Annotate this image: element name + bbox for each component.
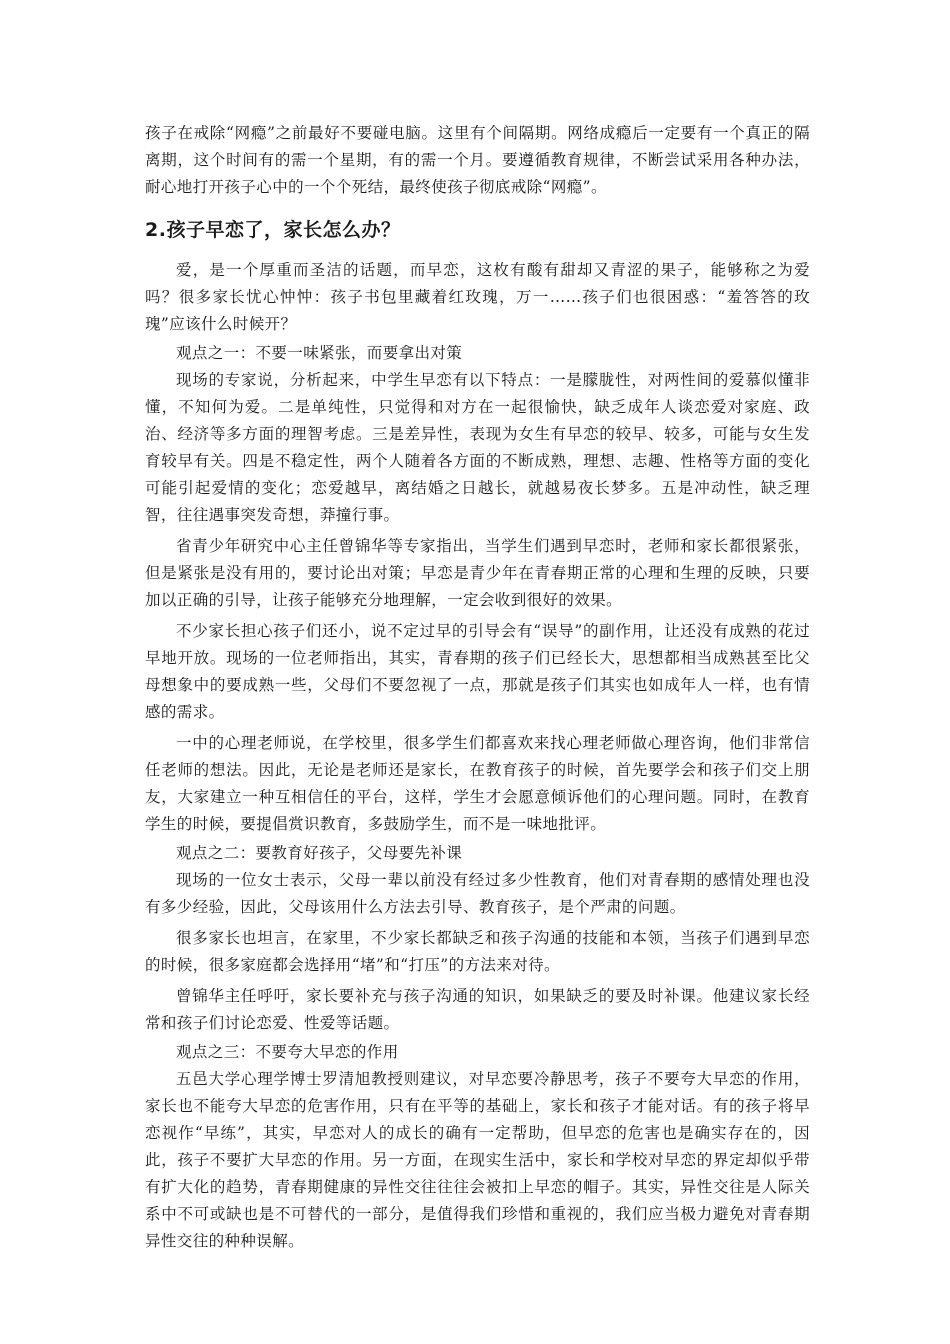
section-heading: 2.孩子早恋了，家长怎么办？ xyxy=(145,219,401,241)
paragraph-parents-worry: 不少家长担心孩子们还小，说不定过早的引导会有“误导”的副作用，让还没有成熟的花过早地开放。现场的一位老师指出，其实，青春期的孩子们已经长大，思想都相当成熟甚至比父母想象中的要成熟一些，父母们不要忽视了一点，那就是孩子们其实也如成年人一样，也有情感的需求。 xyxy=(145,622,810,721)
viewpoint-three: 观点之三：不要夸大早恋的作用 xyxy=(176,1043,399,1061)
paragraph-opening: 爱，是一个厚重而圣洁的话题，而早恋，这枚有酸有甜却又青涩的果子，能够称之为爱吗？很多家长忧心忡忡：孩子书包里藏着红玫瑰，万一……孩子们也很困惑：“羞答答的玫瑰”应该什么时候开？ xyxy=(145,261,810,333)
paragraph-psych-teacher: 一中的心理老师说，在学校里，很多学生们都喜欢来找心理老师做心理咨询，他们非常信任老师的想法。因此，无论是老师还是家长，在教育孩子的时候，首先要学会和孩子们交上朋友，大家建立一种互相信任的平台，这样，学生才会愿意倾诉他们的心理问题。同时，在教育学生的时候，要提倡赏识教育，多鼓励学生，而不是一味地批评。 xyxy=(145,734,810,833)
intro-paragraph: 孩子在戒除“网瘾”之前最好不要碰电脑。这里有个间隔期。网络成瘾后一定要有一个真正的隔离期，这个时间有的需一个星期，有的需一个月。要遵循教育规律，不断尝试采用各种办法，耐心地打开孩子心中的一个个死结，最终使孩子彻底戒除“网瘾”。 xyxy=(145,124,810,196)
paragraph-professor: 五邑大学心理学博士罗清旭教授则建议，对早恋要冷静思考，孩子不要夸大早恋的作用，家长也不能夸大早恋的危害作用，只有在平等的基础上，家长和孩子才能对话。有的孩子将早恋视作“早练”，其实，早恋对人的成长的确有一定帮助，但早恋的危害也是确实存在的，因此，孩子不要扩大早恋的作用。另一方面，在现实生活中，家长和学校对早恋的界定却似乎带有扩大化的趋势，青春期健康的异性交往往往会被扣上早恋的帽子。其实，异性交往是人际关系中不可或缺也是不可替代的一部分，是值得我们珍惜和重视的，我们应当极力避免对青春期异性交往的种种误解。 xyxy=(145,1070,810,1250)
viewpoint-one: 观点之一：不要一味紧张，而要拿出对策 xyxy=(176,344,463,362)
paragraph-lady: 现场的一位女士表示，父母一辈以前没有经过多少性教育，他们对青春期的感情处理也没有多少经验，因此，父母该用什么方法去引导、教育孩子，是个严肃的问题。 xyxy=(145,871,810,916)
paragraph-parents-admit: 很多家长也坦言，在家里，不少家长都缺乏和孩子沟通的技能和本领，当孩子们遇到早恋的时候，很多家庭都会选择用“堵”和“打压”的方法来对待。 xyxy=(145,929,810,974)
document-page xyxy=(145,120,810,1255)
paragraph-director-call: 曾锦华主任呼吁，家长要补充与孩子沟通的知识，如果缺乏的要及时补课。他建议家长经常和孩子们讨论恋爱、性爱等话题。 xyxy=(145,987,810,1032)
viewpoint-two: 观点之二：要教育好孩子，父母要先补课 xyxy=(176,844,463,862)
paragraph-features: 现场的专家说，分析起来，中学生早恋有以下特点：一是朦胧性，对两性间的爱慕似懂非懂，不知何为爱。二是单纯性，只觉得和对方在一起很愉快，缺乏成年人谈恋爱对家庭、政治、经济等多方面的理智考虑。三是差异性，表现为女生有早恋的较早、较多，可能与女生发育较早有关。四是不稳定性，两个人随着各方面的不断成熟，理想、志趣、性格等方面的变化可能引起爱情的变化；恋爱越早，离结婚之日越长，就越易夜长梦多。五是冲动性，缺乏理智，往往遇事突发奇想，莽撞行事。 xyxy=(145,371,810,524)
paragraph-expert: 省青少年研究中心主任曾锦华等专家指出，当学生们遇到早恋时，老师和家长都很紧张，但是紧张是没有用的，要讨论出对策；早恋是青少年在青春期正常的心理和生理的反映，只要加以正确的引导，让孩子能够充分地理解，一定会收到很好的效果。 xyxy=(145,537,810,609)
